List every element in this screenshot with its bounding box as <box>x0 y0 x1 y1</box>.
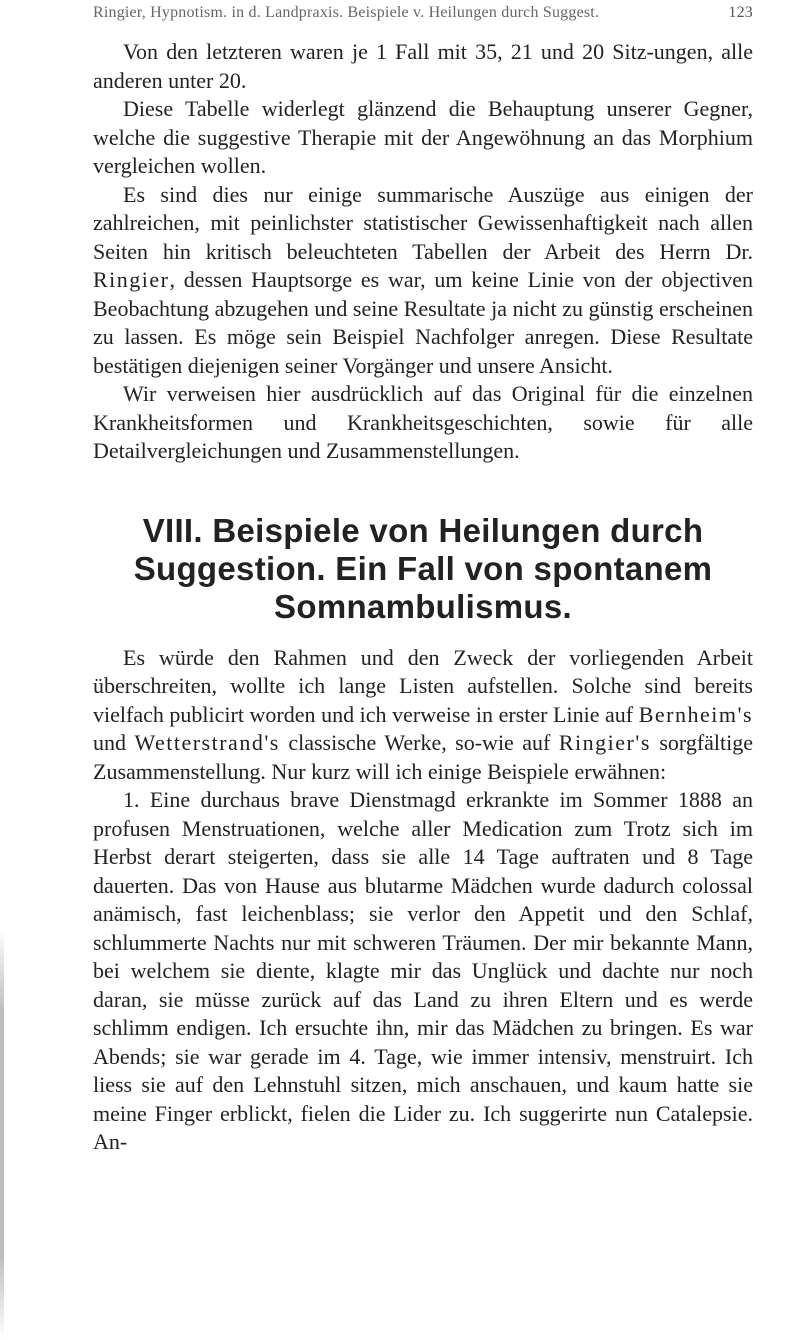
case-description: 1. Eine durchaus brave Dienstmagd erkrankte im Sommer 1888 an profusen Menstruationen, welche aller Medication zum Trotz sich im Herbst derart steigerten, dass sie alle 14 Tage auftraten und 8 Tage dauerten. Das von Hause aus blutarme Mädchen wurde dadurch colossal anämisch, fast leichenblass; sie verlor den Appetit und den Schlaf, schlummerte Nachts nur mit schweren Träumen. Der mir bekannte Mann, bei welchem sie diente, klagte mir das Unglück und dachte nur noch daran, sie müsse zurück auf das Land zu ihren Eltern und es werde schlimm endigen. Ich ersuchte ihn, mir das Mädchen zu bringen. Es war Abends; sie war gerade im 4. Tage, wie immer intensiv, menstruirt. Ich liess sie auf den Lehnstuhl sitzen, mich anschauen, und kaum hatte sie meine Finger erblickt, fielen die Lider zu. Ich suggerirte nun Catalepsie. An- <box>93 787 753 1154</box>
body-text <box>93 38 753 1157</box>
author-name: Ringier's <box>558 730 651 755</box>
paragraph-text: classische Werke, so-wie auf <box>288 730 551 755</box>
author-name: Ringier <box>93 267 170 292</box>
paragraph-text: Es sind dies nur einige summarische Auszüge aus einigen der zahlreichen, mit peinlichster statistischer Gewissenhaftigkeit nach allen Seiten hin kritisch beleuchteten Tabellen der Arbeit des Herrn Dr. <box>93 181 753 264</box>
paragraph: Diese Tabelle widerlegt glänzend die Behauptung unserer Gegner, welche die suggestive Therapie mit der Angewöhnung an das Morphium vergleichen wollen. <box>93 96 753 178</box>
page-number: 123 <box>728 4 753 21</box>
paragraph-text: Es würde den Rahmen und den Zweck der vorliegenden Arbeit überschreiten, wollte ich lange Listen aufstellen. Solche sind bereits vielfach publicirt worden und ich verweise in erster Linie auf <box>93 644 753 727</box>
paragraph-text: und <box>93 730 126 755</box>
paragraph: Wir verweisen hier ausdrücklich auf das Original für die einzelnen Krankheitsformen und Krankheitsgeschichten, sowie für alle Detailvergleichungen und Zusammenstellungen. <box>93 381 753 463</box>
running-head <box>93 4 753 22</box>
paragraph-text: , dessen Hauptsorge es war, um keine Linie von der objectiven Beobachtung abzugehen und seine Resultate ja nicht zu günstig erscheinen zu lassen. Es möge sein Beispiel Nachfolger anregen. Diese Resultate bestätigen diejenigen seiner Vorgänger und unsere Ansicht. <box>93 267 753 378</box>
paragraph <box>93 644 753 787</box>
running-head-title: Ringier, Hypnotism. in d. Landpraxis. Beispiele v. Heilungen durch Suggest. <box>93 4 600 21</box>
author-name: Bernheim's <box>638 701 754 727</box>
paragraph-text: sorgfältige Zusammenstellung. Nur kurz will ich einige Beispiele erwähnen: <box>93 730 754 784</box>
author-name: Wetterstrand's <box>134 730 280 755</box>
section-heading: VIII. Beispiele von Heilungen durch Suggestion. Ein Fall von spontanem Somnambulismus. <box>133 511 713 625</box>
paragraph <box>93 181 753 381</box>
paragraph: Von den letzteren waren je 1 Fall mit 35, 21 und 20 Sitz-ungen, alle anderen unter 20. <box>93 39 753 93</box>
page-binding-shadow <box>0 928 4 1340</box>
